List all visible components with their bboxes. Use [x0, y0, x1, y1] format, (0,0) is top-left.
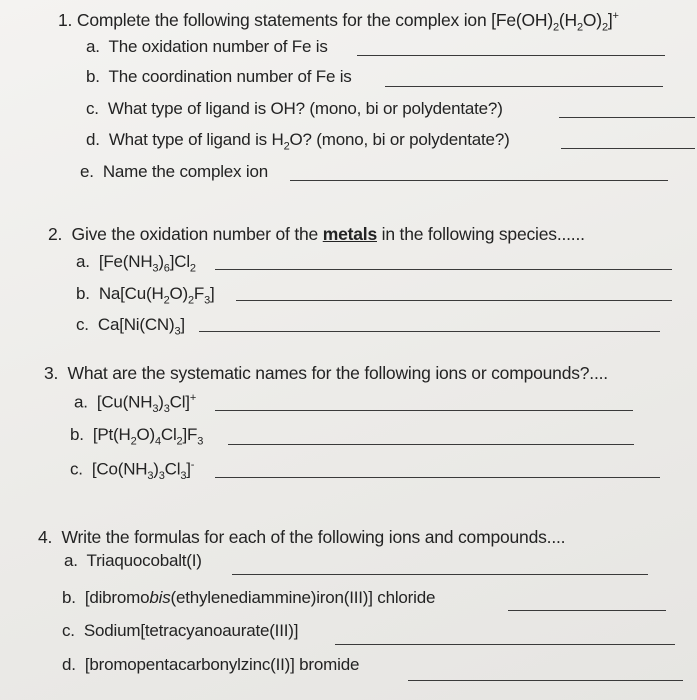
q2-answer-line-b[interactable] — [236, 300, 672, 301]
question-3-prompt: 3. What are the systematic names for the following ions or compounds?.... — [44, 363, 608, 383]
q4-answer-line-c[interactable] — [335, 644, 675, 645]
complex-ion-formula: $[Fe(OH)_2(H_2O)_2]^+$ — [491, 10, 619, 34]
q3-answer-line-a[interactable] — [215, 410, 633, 411]
q1-answer-line-c[interactable] — [559, 117, 695, 118]
q4-answer-line-a[interactable] — [232, 574, 648, 575]
q1-item-d: d. What type of ligand is $H_2O$? (mono, bi or polydentate?) — [86, 130, 510, 153]
q1-item-e: e. Name the complex ion — [80, 162, 268, 181]
q3-answer-line-b[interactable] — [228, 444, 634, 445]
q1-answer-line-b[interactable] — [385, 86, 663, 87]
q2-answer-line-a[interactable] — [215, 269, 672, 270]
metals-emphasis: metals — [322, 224, 377, 244]
question-number: 1. — [58, 10, 73, 30]
q1-item-c: c. What type of ligand is OH? (mono, bi or polydentate?) — [86, 99, 503, 118]
q4-answer-line-d[interactable] — [408, 680, 683, 681]
question-2-prompt: 2. Give the oxidation number of the metals in the following species...... — [48, 224, 585, 244]
q2-answer-line-c[interactable] — [199, 331, 660, 332]
q1-item-a: a. The oxidation number of Fe is — [86, 37, 328, 56]
q3-item-b: b. $[Pt(H_2O)_4Cl_2]F_3$ — [70, 425, 204, 448]
question-4-prompt: 4. Write the formulas for each of the following ions and compounds.... — [38, 527, 566, 547]
q4-item-b: b. [dibromobis(ethylenediammine)iron(III)] chloride — [62, 588, 436, 607]
q4-item-d: d. [bromopentacarbonylzinc(II)] bromide — [62, 655, 360, 674]
q1-answer-line-d[interactable] — [561, 148, 695, 149]
q2-item-c: c. $Ca[Ni(CN)_3]$ — [76, 315, 185, 338]
q4-item-c: c. Sodium[tetracyanoaurate(III)] — [62, 621, 299, 640]
q4-answer-line-b[interactable] — [508, 610, 666, 611]
question-text: Complete the following statements for the complex ion — [76, 10, 487, 30]
q2-item-a: a. $[Fe(NH_3)_6]Cl_2$ — [76, 252, 196, 275]
q1-answer-line-a[interactable] — [357, 55, 665, 56]
q2-item-b: b. $Na[Cu(H_2O)_2F_3]$ — [76, 284, 215, 307]
q3-item-a: a. $[Cu(NH_3)_3Cl]^+$ — [74, 392, 197, 416]
question-1-prompt — [58, 10, 619, 34]
q4-item-a: a. Triaquocobalt(I) — [64, 551, 202, 570]
q1-item-b: b. The coordination number of Fe is — [86, 67, 352, 86]
q3-answer-line-c[interactable] — [215, 477, 660, 478]
q1-answer-line-e[interactable] — [290, 180, 668, 181]
q3-item-c: c. $[Co(NH_3)_3Cl_3]^-$ — [70, 459, 195, 483]
